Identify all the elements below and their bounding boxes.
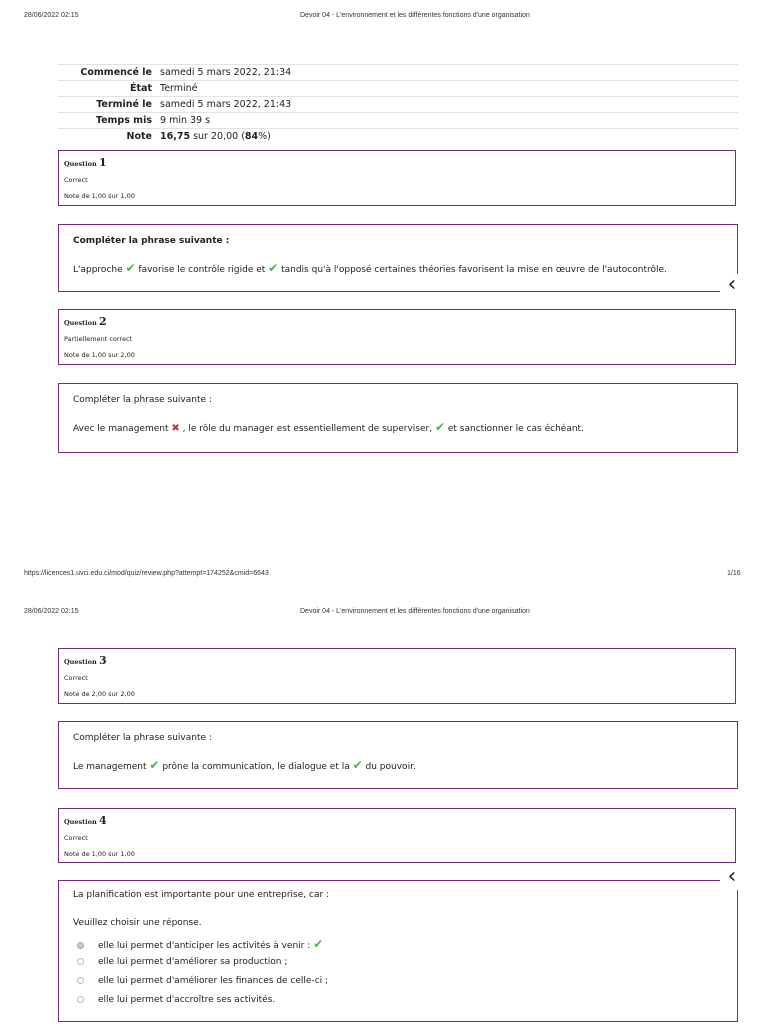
summary-row-time: Temps mis 9 min 39 s [58,113,738,129]
question-number: Question 3 [64,654,107,667]
question-prompt: Compléter la phrase suivante : [73,733,212,743]
question-state: Correct [64,834,88,842]
radio-button-selected[interactable] [77,942,84,949]
radio-button[interactable] [77,977,84,984]
incorrect-cross-icon: ✖ [171,423,180,434]
correct-check-icon: ✔ [434,420,445,434]
correct-check-icon: ✔ [125,261,136,275]
question-prompt: La planification est importante pour une entreprise, car : [73,890,330,900]
answer-option[interactable]: elle lui permet d'anticiper les activités à venir : ✔ [77,937,323,951]
question-mark: Note de 1,00 sur 1,00 [64,850,135,858]
correct-check-icon: ✔ [313,937,324,951]
question-1-info [58,150,736,206]
print-title: Devoir 04 - L'environnement et les différentes fonctions d'une organisation [300,608,530,615]
question-sentence: Avec le management ✖ , le rôle du manager est essentiellement de superviser, ✔ et sanctionner le cas échéant. [73,420,584,434]
print-date: 28/06/2022 02:15 [24,12,79,19]
question-mark: Note de 1,00 sur 1,00 [64,192,135,200]
question-number: Question 2 [64,315,107,328]
print-page-number: 1/16 [727,570,741,577]
question-1-content [58,224,738,292]
correct-check-icon: ✔ [149,758,160,772]
question-3-info [58,648,736,704]
answer-option[interactable]: elle lui permet d'améliorer les finances de celle-ci ; [77,976,328,986]
question-4-content [58,880,738,1022]
question-3-content [58,721,738,789]
print-date: 28/06/2022 02:15 [24,608,79,615]
question-state: Correct [64,674,88,682]
question-number: Question 4 [64,814,107,827]
question-mark: Note de 2,00 sur 2,00 [64,690,135,698]
question-state: Partiellement correct [64,335,133,343]
print-title: Devoir 04 - L'environnement et les différentes fonctions d'une organisation [300,12,530,19]
question-mark: Note de 1,00 sur 2,00 [64,351,135,359]
correct-check-icon: ✔ [352,758,363,772]
summary-row-grade: Note 16,75 sur 20,00 (84%) [58,129,738,145]
answer-instruction: Veuillez choisir une réponse. [73,918,202,928]
question-sentence: Le management ✔ prône la communication, le dialogue et la ✔ du pouvoir. [73,758,416,772]
radio-button[interactable] [77,996,84,1003]
attempt-summary [58,64,738,144]
print-url: https://licences1.uvci.edu.ci/mod/quiz/review.php?attempt=174252&cmid=6643 [24,570,269,577]
question-2-content [58,383,738,453]
question-4-info [58,808,736,863]
grade-value: 16,75 sur 20,00 (84%) [156,129,738,145]
summary-row-finished: Terminé le samedi 5 mars 2022, 21:43 [58,97,738,113]
chevron-left-icon[interactable]: ‹ [720,866,744,890]
summary-row-started: Commencé le samedi 5 mars 2022, 21:34 [58,65,738,81]
correct-check-icon: ✔ [268,261,279,275]
question-prompt: Compléter la phrase suivante : [73,395,212,405]
answer-option[interactable]: elle lui permet d'améliorer sa production ; [77,957,287,967]
question-prompt: Compléter la phrase suivante : [73,236,230,246]
question-sentence: L'approche ✔ favorise le contrôle rigide et ✔ tandis qu'à l'opposé certaines théories favorisent la mise en œuvre de l'autocontrôle. [73,261,667,275]
summary-row-state: État Terminé [58,81,738,97]
radio-button[interactable] [77,958,84,965]
question-2-info [58,309,736,365]
chevron-left-icon[interactable]: ‹ [720,274,744,298]
question-number: Question 1 [64,156,107,169]
question-state: Correct [64,176,88,184]
answer-option[interactable]: elle lui permet d'accroître ses activités. [77,995,275,1005]
